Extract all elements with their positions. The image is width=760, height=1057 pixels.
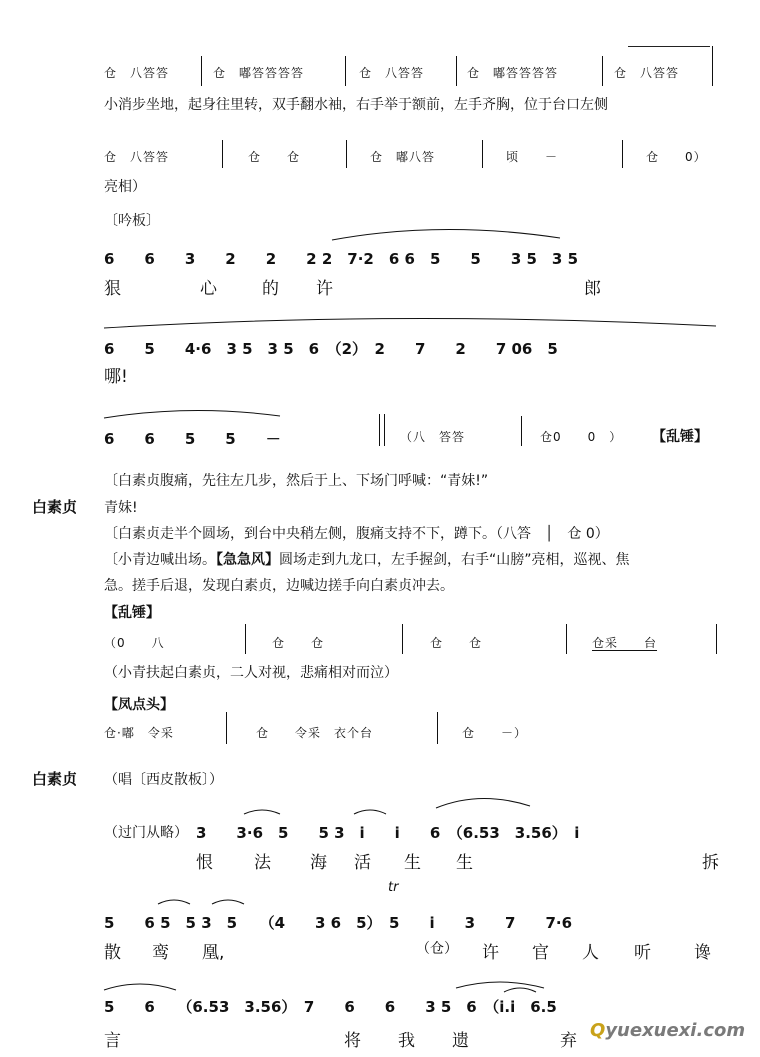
lyric-char: 活: [354, 853, 371, 873]
stage-direction-7: （小青扶起白素贞，二人对视，悲痛相对而泣）: [104, 665, 398, 681]
slur: [332, 229, 560, 240]
barline: [712, 56, 713, 86]
lyric-char: 生: [456, 853, 473, 873]
tempo-rule: [628, 46, 710, 47]
slur: [456, 982, 544, 988]
lyric-char: 心: [200, 279, 217, 299]
barline: [345, 56, 346, 86]
barline: [566, 624, 567, 654]
lyric-char: 官: [532, 943, 549, 963]
lyric-char: 生: [404, 853, 421, 873]
barline: [622, 140, 623, 168]
slur: [436, 798, 530, 808]
direction-text: 〔小青边喊出场。: [104, 552, 216, 568]
perc-cell: （0 八: [104, 636, 165, 650]
perc-cell: 仓 八答答: [104, 150, 170, 164]
direction-text: 圆场走到九龙口，左手握剑，右手“山膀”亮相，巡视、焦: [279, 552, 630, 568]
barline: [222, 140, 223, 168]
stage-direction-2: 亮相）: [104, 179, 146, 195]
barline: [716, 624, 717, 654]
lyric-char: 谗: [694, 943, 711, 963]
barline: [521, 416, 522, 446]
jianpu-line-1: 6 6 3 2 2 2 2 7·2 6 6 5 5 3 5 3 5: [104, 250, 579, 268]
lyric-char: 郎: [584, 279, 601, 299]
spoken-line: 青妹!: [104, 500, 138, 516]
lyric-char: 散: [104, 943, 121, 963]
barline: [602, 56, 603, 86]
perc-cell: 仓采 台: [592, 636, 658, 650]
slur: [158, 900, 190, 904]
lyric-char: （仓）: [416, 941, 458, 957]
lyric-char: 遗: [452, 1031, 469, 1051]
slur: [104, 410, 280, 418]
speaker-name: 白素贞: [32, 770, 78, 788]
perc-cell: 仓·嘟 令采: [104, 726, 174, 740]
lyric-char: 海: [310, 853, 327, 873]
watermark-text: yuexuexi.com: [605, 1020, 746, 1041]
slur: [354, 810, 386, 814]
barline: [437, 712, 438, 744]
jianpu-line-5: 5 6 5 5 3 5 （4 3 6 5） 5 i 3 7 7·6: [104, 914, 573, 932]
perc-cell: 仓 仓: [430, 636, 483, 650]
lyric-char: 拆: [702, 853, 719, 873]
perc-cell: 仓 0）: [646, 150, 707, 164]
direction-cue: 【急急风】: [216, 552, 279, 568]
perc-cell: 仓 令采 衣个台: [256, 726, 374, 740]
lyric-char: 恨: [196, 853, 213, 873]
section-label-fengdiantou: 【凤点头】: [104, 697, 174, 713]
trill-mark: tr: [388, 880, 399, 895]
perc-cell: 仓 八答答: [104, 66, 170, 80]
stage-direction-1: 小消步坐地，起身往里转，双手翻水袖，右手举于额前，左手齐胸，位于台口左侧: [104, 97, 608, 113]
barline: [201, 56, 202, 86]
lyric-char: 人: [582, 943, 599, 963]
aria-indication: （唱〔西皮散板〕）: [104, 772, 223, 788]
slur: [212, 900, 244, 904]
jianpu-line-3: 6 6 5 5 －: [104, 430, 281, 448]
double-barline: [379, 414, 385, 446]
stage-direction-4: 〔白素贞走半个圆场，到台中央稍左侧，腹痛支持不下，蹲下。（八答 │ 仓 0）: [104, 526, 609, 542]
perc-cell: 仓 嘟答答答答: [467, 66, 559, 80]
perc-cell: 仓 仓: [248, 150, 301, 164]
jianpu-line-4: 3 3·6 5 5 3 i i 6 （6.53 3.56） i: [196, 824, 580, 842]
lyric-char: 凰,: [202, 943, 225, 963]
stage-direction-5: [104, 549, 630, 569]
slur: [504, 988, 536, 992]
barline: [402, 624, 403, 654]
lyric-char: 许: [482, 943, 499, 963]
slur: [104, 984, 176, 990]
perc-cell: 仓 仓: [272, 636, 325, 650]
section-label-yinban: 〔吟板〕: [104, 213, 160, 229]
lyric-char: 将: [344, 1031, 361, 1051]
watermark: Qyuexuexi.com: [590, 1020, 746, 1041]
lyric-char: 言: [104, 1031, 121, 1051]
jianpu-line-6: 5 6 （6.53 3.56） 7 6 6 3 5 6 （i.i 6.5: [104, 998, 557, 1016]
lyric-char: 我: [398, 1031, 415, 1051]
lyric-char: 弃: [560, 1031, 577, 1051]
barline: [456, 56, 457, 86]
section-label-luanchui: 【乱锤】: [652, 429, 708, 445]
jianpu-line-2: 6 5 4·6 3 5 3 5 6 （2） 2 7 2 7 06 5: [104, 340, 558, 358]
perc-cell: 仓 嘟八答: [370, 150, 436, 164]
perc-cell: 仓 －）: [462, 726, 528, 740]
lyric-char: 的: [262, 279, 279, 299]
perc-cell: 顷 －: [506, 150, 559, 164]
perc-cell: （八 答答: [400, 430, 466, 444]
barline: [346, 140, 347, 168]
speaker-name: 白素贞: [32, 498, 78, 516]
lyric-char: 法: [254, 853, 271, 873]
stage-direction-3: 〔白素贞腹痛，先往左几步，然后于上、下场门呼喊：“青妹!”: [104, 473, 489, 489]
barline: [245, 624, 246, 654]
section-label-luanchui-2: 【乱锤】: [104, 605, 160, 621]
lyric-char: 狠: [104, 279, 121, 299]
perc-cell: 仓 八答答: [614, 66, 680, 80]
slur: [244, 810, 280, 814]
lyric-char: 听: [634, 943, 651, 963]
barline: [482, 140, 483, 168]
perc-cell: 仓 八答答: [359, 66, 425, 80]
lyric-char: 许: [316, 279, 333, 299]
slur: [104, 318, 716, 328]
perc-cell: 仓 嘟答答答答: [213, 66, 305, 80]
perc-cell: 仓0 0 ）: [540, 430, 623, 444]
lyric-line-2: 哪!: [104, 367, 128, 387]
lyric-char: 鸾: [152, 943, 169, 963]
interlude-note: （过门从略）: [104, 825, 188, 841]
stage-direction-6: 急。搓手后退，发现白素贞，边喊边搓手向白素贞冲去。: [104, 578, 454, 594]
barline: [226, 712, 227, 744]
